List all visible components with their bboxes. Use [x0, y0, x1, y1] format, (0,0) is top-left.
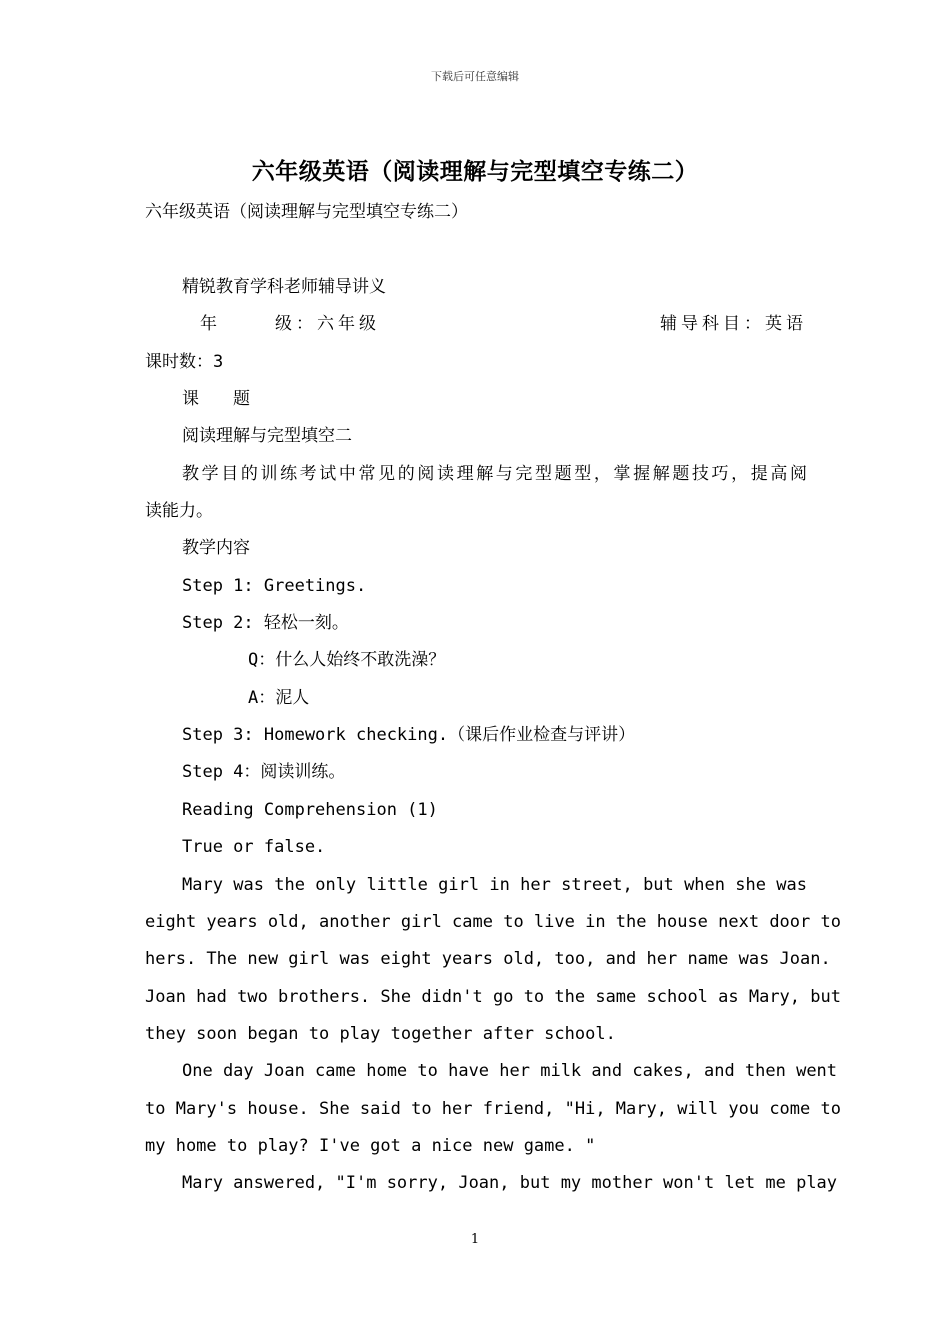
passage-line: eight years old, another girl came to live in the house next door to	[145, 912, 841, 932]
step2-line: Step 2: 轻松一刻。	[182, 613, 349, 633]
question-line: Q：什么人始终不敢洗澡？	[248, 650, 446, 670]
grade-label: 年	[200, 314, 217, 334]
passage-line: my home to play? I've got a nice new game. "	[145, 1136, 596, 1156]
passage-line: Joan had two brothers. She didn't go to the same school as Mary, but	[145, 987, 841, 1007]
subtitle-line: 六年级英语（阅读理解与完型填空专练二）	[145, 202, 468, 222]
hours-line: 课时数：3	[145, 352, 224, 372]
topic-label: 课 题	[182, 389, 250, 409]
goal-line-1: 教学目的训练考试中常见的阅读理解与完型题型，掌握解题技巧，提高阅	[182, 464, 807, 484]
passage-line: Mary answered, "I'm sorry, Joan, but my mother won't let me play	[182, 1173, 838, 1193]
answer-line: A：泥人	[248, 688, 310, 708]
goal-line-2: 读能力。	[145, 501, 213, 521]
topic-line: 阅读理解与完型填空二	[182, 426, 352, 446]
step3-line: Step 3: Homework checking.（课后作业检查与评讲）	[182, 725, 636, 745]
passage-line: One day Joan came home to have her milk and cakes, and then went	[182, 1061, 838, 1081]
step1-line: Step 1: Greetings.	[182, 576, 367, 596]
passage-line: they soon began to play together after school.	[145, 1024, 616, 1044]
reading-heading: Reading Comprehension (1)	[182, 800, 438, 820]
subject-value: 辅导科目：英语	[660, 314, 807, 334]
document-title: 六年级英语（阅读理解与完型填空专练二）	[251, 158, 699, 185]
passage-line: hers. The new girl was eight years old, too, and her name was Joan.	[145, 949, 831, 969]
step4-line: Step 4：阅读训练。	[182, 762, 346, 782]
passage-line: Mary was the only little girl in her street, but when she was	[182, 875, 807, 895]
content-heading: 教学内容	[182, 538, 250, 558]
tutoring-line: 精锐教育学科老师辅导讲义	[182, 277, 386, 297]
passage-line: to Mary's house. She said to her friend, "Hi, Mary, will you come to	[145, 1099, 841, 1119]
true-false-line: True or false.	[182, 837, 326, 857]
header-note: 下载后可任意编辑	[431, 70, 519, 83]
page-number: 1	[470, 1232, 480, 1247]
grade-value: 级：六年级	[275, 314, 380, 334]
